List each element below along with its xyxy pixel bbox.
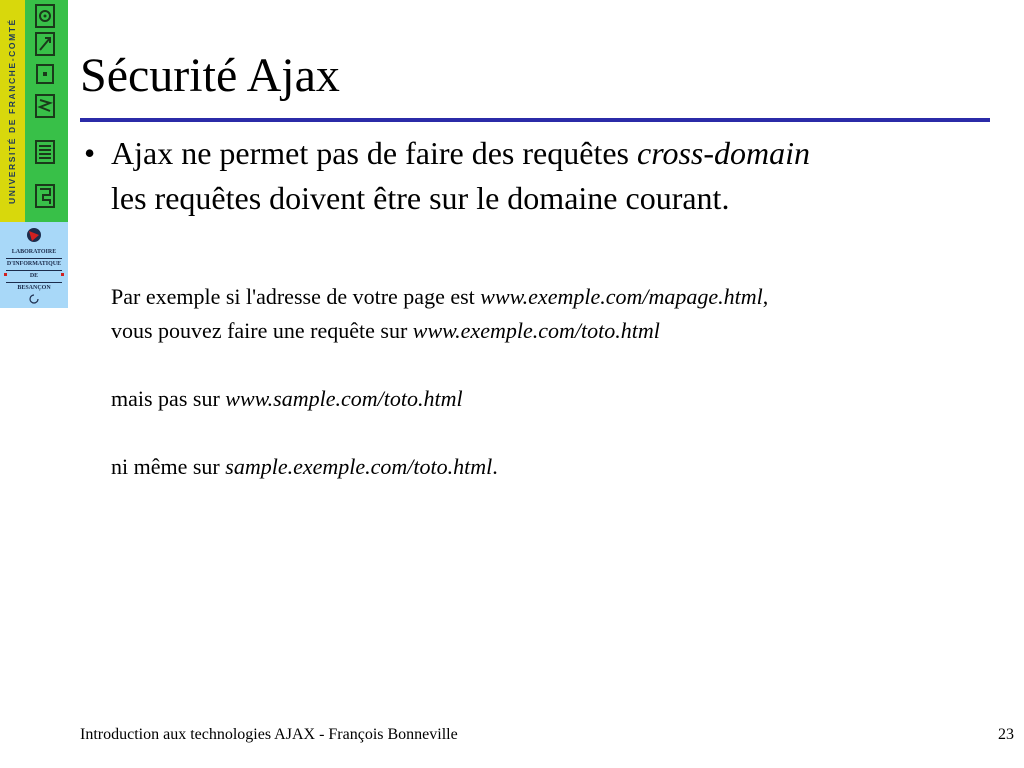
university-name-strip [0, 0, 25, 222]
lab-line-1: LABORATOIRE [11, 249, 57, 255]
maze-symbol-icon [35, 184, 55, 208]
page-number: 23 [998, 726, 1014, 743]
lab-line-2: D'INFORMATIQUE [6, 261, 62, 267]
slide-title: Sécurité Ajax [80, 49, 340, 102]
university-logo [0, 0, 68, 308]
bullet-icon: • [84, 135, 96, 171]
cross-domain-term: cross-domain [636, 135, 811, 171]
example-url-subdomain-denied: sample.exemple.com/toto.html [225, 454, 493, 479]
bullet-line-2: les requêtes doivent être sur le domaine courant. [111, 180, 730, 216]
laboratory-logo [0, 222, 68, 308]
spiral-symbol-icon [35, 4, 55, 28]
not-even-paragraph: ni même sur sample.exemple.com/toto.html. [111, 454, 498, 479]
square-symbol-icon [35, 62, 55, 86]
zigzag-symbol-icon [35, 94, 55, 118]
swirl-icon [28, 294, 40, 304]
example-url-page: www.exemple.com/mapage.html [480, 284, 763, 309]
not-on-paragraph: mais pas sur www.sample.com/toto.html [111, 386, 463, 411]
bullet-text: Ajax ne permet pas de faire des requêtes cross-domain les requêtes doivent être sur le domaine courant. [111, 135, 811, 216]
symbol-strip [25, 0, 68, 222]
footer-text: Introduction aux technologies AJAX - François Bonneville [80, 726, 458, 743]
lab-emblem-icon [26, 226, 42, 244]
grid-symbol-icon [35, 140, 55, 164]
arrow-symbol-icon [35, 32, 55, 56]
lab-line-4: BESANÇON [17, 285, 51, 291]
example-paragraph: Par exemple si l'adresse de votre page est www.exemple.com/mapage.html, vous pouvez faire une requête sur www.exemple.com/toto.html [111, 284, 769, 343]
example-url-denied: www.sample.com/toto.html [225, 386, 463, 411]
example-url-allowed: www.exemple.com/toto.html [412, 318, 660, 343]
lab-line-3: DE [29, 273, 39, 279]
university-name: UNIVERSITÉ DE FRANCHE-COMTÉ [7, 18, 17, 204]
title-divider [80, 118, 990, 122]
